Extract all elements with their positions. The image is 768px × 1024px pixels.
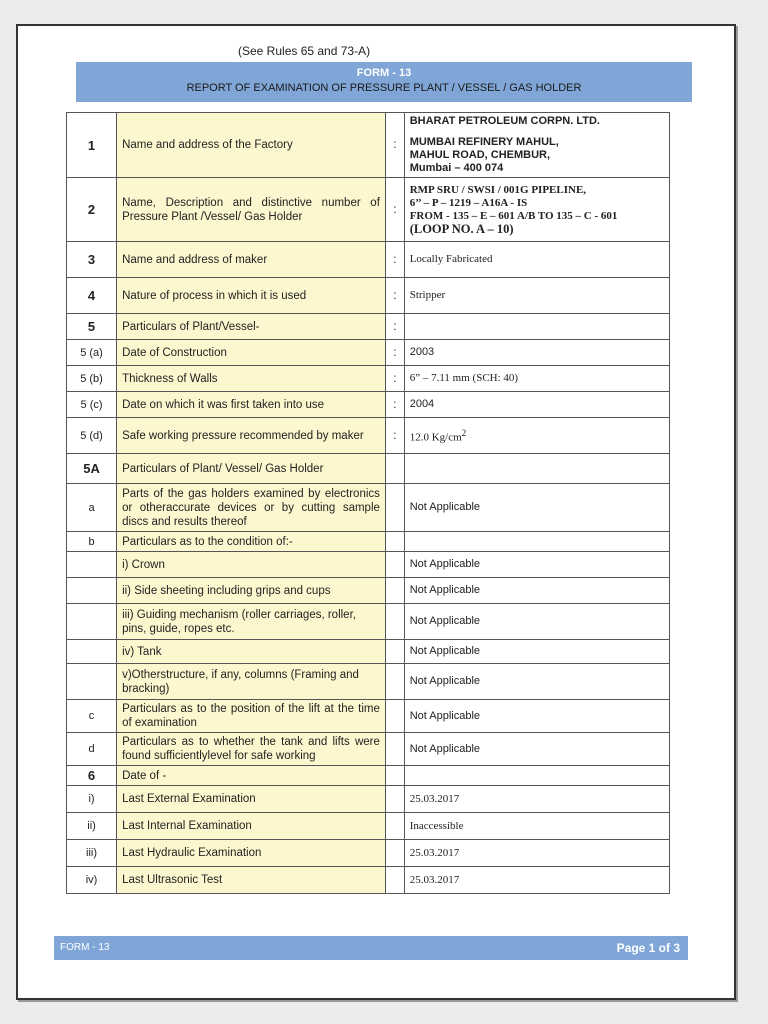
row-colon [385, 867, 404, 894]
row-label: iv) Tank [117, 640, 386, 664]
page-footer [54, 936, 688, 960]
row-colon [385, 766, 404, 786]
pressure-value: 12.0 Kg/cm [409, 431, 462, 444]
table-row [67, 314, 670, 340]
table-row [67, 484, 670, 532]
row-label: Particulars as to whether the tank and lifts were found sufficientlylevel for safe working [117, 733, 386, 766]
row-number: 5 (b) [67, 366, 117, 392]
row-colon [385, 664, 404, 700]
row-value: Not Applicable [404, 484, 669, 532]
row-number: ii) [67, 813, 117, 840]
table-row [67, 242, 670, 278]
row-number: d [67, 733, 117, 766]
row-number: 5 (a) [67, 340, 117, 366]
row-value: Not Applicable [404, 640, 669, 664]
row-label: Date on which it was first taken into use [117, 392, 386, 418]
row-value: 6” – 7.11 mm (SCH: 40) [404, 366, 669, 392]
row-colon: : [385, 314, 404, 340]
row-colon [385, 604, 404, 640]
row-label: Particulars of Plant/ Vessel/ Gas Holder [117, 454, 386, 484]
row-value: 25.03.2017 [404, 786, 669, 813]
address-line: MAHUL ROAD, CHEMBUR, [409, 149, 551, 161]
row-value: Stripper [404, 278, 669, 314]
row-value: Inaccessible [404, 813, 669, 840]
row-label: Particulars as to the condition of:- [117, 532, 386, 552]
row-colon [385, 840, 404, 867]
factory-address [404, 113, 669, 178]
row-label: Date of - [117, 766, 386, 786]
row-number: b [67, 532, 117, 552]
row-label: Last External Examination [117, 786, 386, 813]
row-colon [385, 813, 404, 840]
row-number: c [67, 700, 117, 733]
row-label: Particulars as to the position of the lift at the time of examination [117, 700, 386, 733]
row-number [67, 552, 117, 578]
row-label: i) Crown [117, 552, 386, 578]
row-number: 5 [67, 314, 117, 340]
row-label: Date of Construction [117, 340, 386, 366]
row-number: 6 [67, 766, 117, 786]
row-number: 5A [67, 454, 117, 484]
row-number: 3 [67, 242, 117, 278]
row-colon [385, 700, 404, 733]
row-colon [385, 552, 404, 578]
table-row [67, 113, 670, 178]
row-value [404, 532, 669, 552]
row-value: Not Applicable [404, 604, 669, 640]
row-value [404, 314, 669, 340]
row-number [67, 640, 117, 664]
row-label: Safe working pressure recommended by maker [117, 418, 386, 454]
row-colon: : [385, 178, 404, 242]
table-row [67, 454, 670, 484]
row-value: Not Applicable [404, 578, 669, 604]
address-line: MUMBAI REFINERY MAHUL, [409, 136, 559, 148]
row-colon [385, 640, 404, 664]
row-value [404, 418, 669, 454]
row-colon: : [385, 418, 404, 454]
row-label: v)Otherstructure, if any, columns (Framing and bracking) [117, 664, 386, 700]
footer-form-label: FORM - 13 [60, 942, 110, 953]
row-value: Locally Fabricated [404, 242, 669, 278]
table-row [67, 604, 670, 640]
table-row [67, 178, 670, 242]
table-row [67, 578, 670, 604]
row-value [404, 766, 669, 786]
row-number: iii) [67, 840, 117, 867]
row-colon: : [385, 242, 404, 278]
row-colon: : [385, 366, 404, 392]
row-label: Name, Description and distinctive number of Pressure Plant /Vessel/ Gas Holder [117, 178, 386, 242]
row-label: Parts of the gas holders examined by electronics or otheraccurate devices or by cutting sample discs and results thereof [117, 484, 386, 532]
report-title: REPORT OF EXAMINATION OF PRESSURE PLANT / VESSEL / GAS HOLDER [186, 82, 582, 94]
table-row [67, 340, 670, 366]
row-value: 25.03.2017 [404, 867, 669, 894]
row-number [67, 664, 117, 700]
row-label: iii) Guiding mechanism (roller carriages, roller, pins, guide, ropes etc. [117, 604, 386, 640]
row-label: Name and address of maker [117, 242, 386, 278]
row-label: Name and address of the Factory [117, 113, 386, 178]
row-colon [385, 786, 404, 813]
description-line: RMP SRU / SWSI / 001G PIPELINE, [409, 183, 587, 196]
row-number: a [67, 484, 117, 532]
table-row [67, 640, 670, 664]
examination-table [66, 112, 670, 894]
row-value: Not Applicable [404, 700, 669, 733]
row-label: Last Ultrasonic Test [117, 867, 386, 894]
row-colon [385, 733, 404, 766]
row-value: 25.03.2017 [404, 840, 669, 867]
table-row [67, 813, 670, 840]
row-colon: : [385, 340, 404, 366]
row-number: 5 (d) [67, 418, 117, 454]
row-colon: : [385, 278, 404, 314]
factory-name: BHARAT PETROLEUM CORPN. LTD. [409, 115, 600, 127]
table-row [67, 532, 670, 552]
row-label: Nature of process in which it is used [117, 278, 386, 314]
row-value: Not Applicable [404, 552, 669, 578]
row-colon [385, 578, 404, 604]
vessel-description [404, 178, 669, 242]
description-line: FROM - 135 – E – 601 A/B TO 135 – C - 601 [409, 209, 618, 222]
row-value: 2003 [404, 340, 669, 366]
table-row [67, 766, 670, 786]
address-line: Mumbai – 400 074 [409, 162, 504, 174]
table-row [67, 392, 670, 418]
row-colon [385, 454, 404, 484]
table-row [67, 278, 670, 314]
table-row [67, 418, 670, 454]
row-value: Not Applicable [404, 664, 669, 700]
page-number: Page 1 of 3 [616, 941, 680, 955]
row-colon [385, 532, 404, 552]
row-number: i) [67, 786, 117, 813]
table-row [67, 700, 670, 733]
row-label: Thickness of Walls [117, 366, 386, 392]
description-line: 6’’ – P – 1219 – A16A - IS [409, 196, 528, 209]
table-row [67, 664, 670, 700]
row-colon [385, 484, 404, 532]
unit-superscript: 2 [461, 427, 467, 438]
row-number: 4 [67, 278, 117, 314]
document-page [16, 24, 736, 1000]
table-row [67, 840, 670, 867]
row-label: Last Hydraulic Examination [117, 840, 386, 867]
description-line: (LOOP NO. A – 10) [409, 221, 514, 236]
row-colon: : [385, 392, 404, 418]
table-row [67, 867, 670, 894]
row-number [67, 578, 117, 604]
row-number: 2 [67, 178, 117, 242]
form-banner [76, 62, 692, 102]
row-number [67, 604, 117, 640]
row-label: Last Internal Examination [117, 813, 386, 840]
row-label: Particulars of Plant/Vessel- [117, 314, 386, 340]
table-row [67, 552, 670, 578]
row-number: 5 (c) [67, 392, 117, 418]
row-number: iv) [67, 867, 117, 894]
form-title: FORM - 13 [356, 67, 412, 79]
row-colon: : [385, 113, 404, 178]
row-value: Not Applicable [404, 733, 669, 766]
row-label: ii) Side sheeting including grips and cups [117, 578, 386, 604]
row-number: 1 [67, 113, 117, 178]
table-row [67, 366, 670, 392]
row-value: 2004 [404, 392, 669, 418]
table-row [67, 733, 670, 766]
table-row [67, 786, 670, 813]
rules-reference: (See Rules 65 and 73-A) [238, 44, 371, 58]
row-value [404, 454, 669, 484]
